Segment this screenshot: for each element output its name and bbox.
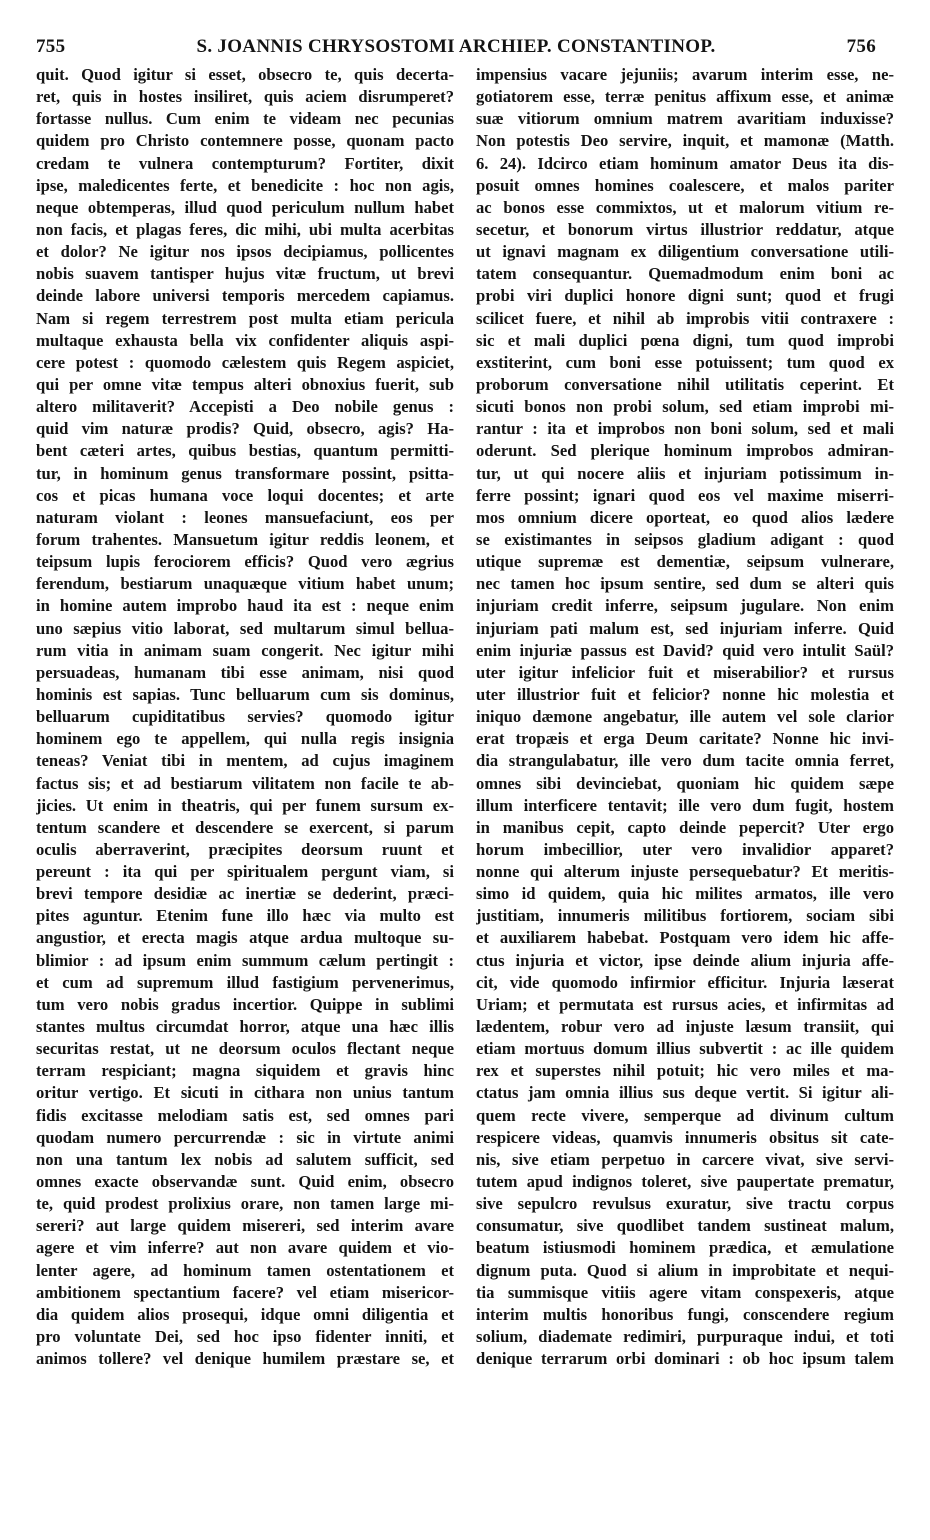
text-line: oculis aberraverint, præcipites deorsum ruunt et [36, 839, 454, 859]
text-line: tia summisque vitiis agere vitam conspexeris, atque [476, 1282, 894, 1302]
text-line: uter illustrior fuit et felicior? nonne hic molestia et [476, 684, 894, 704]
text-line: illum interficere tentavit; ille vero dum fugit, hostem [476, 795, 894, 815]
text-line: probi viri duplici honore digni sunt; quod et frugi [476, 286, 894, 306]
text-line: hominis est sapias. Tunc belluarum cum sis dominus, [36, 684, 454, 704]
text-line: agere et vim inferre? aut non avare quidem et vio- [36, 1238, 454, 1258]
text-line: deinde labore universi temporis mercedem capiamus. [36, 286, 454, 306]
text-line: tentum scandere et descendere se exercent, si parum [36, 817, 454, 837]
page-number-left: 755 [36, 36, 66, 57]
text-line: solium, diademate redimiri, purpuraque indui, et toti [476, 1327, 894, 1347]
text-line: uter igitur infelicior fuit et miserabilior? et rursus [476, 662, 894, 682]
text-line: blimior : ad ipsum enim summum cælum pertingit : [36, 950, 454, 970]
text-line: iniquo dæmone angebatur, ille autem vel sole clarior [476, 707, 894, 727]
text-line: nis, sive etiam perpetuo in carcere vivat, sive servi- [476, 1149, 894, 1169]
running-header [36, 36, 876, 62]
text-line: neque obtemperas, illud quod periculum nullum habet [36, 197, 454, 217]
text-line: respicere videas, quamvis innumeris obsitus sit cate- [476, 1127, 894, 1147]
text-line: impensius vacare jejuniis; avarum interim esse, ne- [476, 65, 894, 84]
text-line: denique terrarum orbi dominari : ob hoc ipsum talem [476, 1349, 894, 1369]
text-line: et dolor? Ne igitur nos ipsos decipiamus, pollicentes [36, 242, 454, 262]
text-line: qui per omne vitæ tempus alteri obnoxius fuerit, sub [36, 374, 454, 394]
text-line: persuadeas, humanam tibi esse animam, nisi quod [36, 662, 454, 682]
text-line: credam te vulnera contempturum? Fortiter, dixit [36, 153, 454, 173]
text-line: te, quid prodest prolixius orare, non tamen large mi- [36, 1194, 454, 1214]
text-line: forum trahentes. Mansuetum igitur reddis leonem, et [36, 529, 454, 549]
text-line: injuriam credit inferre, seipsum jugulare. Non enim [476, 596, 894, 616]
text-line: tum vero nobis gradus incertior. Quippe in sublimi [36, 994, 454, 1014]
left-text-column [36, 64, 454, 1370]
text-line: sereri? aut large quidem misereri, sed interim avare [36, 1216, 454, 1236]
text-line: uno sæpius vitio laborat, sed multarum simul bellua- [36, 618, 454, 638]
text-line: quidem pro Christo contemnere posse, quonam pacto [36, 131, 454, 151]
text-line: nonne qui alterum injuste persequebatur? Et meritis- [476, 862, 894, 882]
text-line: tatem consequantur. Quemadmodum enim boni ac [476, 264, 894, 284]
text-line: dia strangulabatur, ille vero dum tacite omnia ferret, [476, 751, 894, 771]
text-line: rantur : ita et improbos non boni solum, sed et mali [476, 419, 894, 439]
text-line: ferendum, bestiarum unaquæque vitium habet unum; [36, 574, 454, 594]
text-line: quid vim naturæ prodis? Quid, obsecro, agis? Ha- [36, 419, 454, 439]
text-line: pites aguntur. Etenim fune illo hæc via multo est [36, 906, 454, 926]
text-line: fortasse nullus. Cum enim te videam nec pecunias [36, 109, 454, 129]
text-line: ctus injuria et victor, ipse deinde alium injuria affe- [476, 950, 894, 970]
text-line: bent cæteri artes, quibus bestias, quantum permitti- [36, 441, 454, 461]
text-line: exstiterint, cum boni esse potuissent; tum quod ex [476, 352, 894, 372]
text-line: pro voluntate Dei, sed hoc ipso fidenter inniti, et [36, 1327, 454, 1347]
text-line: cos et picas humana voce loqui docentes; et arte [36, 485, 454, 505]
text-line: consumatur, sive quodlibet tandem sustineat malum, [476, 1216, 894, 1236]
text-line: rum vitia in animam suam congerit. Nec igitur mihi [36, 640, 454, 660]
text-line: hominem ego te appellem, qui nulla regis insignia [36, 729, 454, 749]
text-line: scilicet fuere, et nihil ab improbis vitii contraxere : [476, 308, 894, 328]
text-line: beatum istiusmodi hominem prædica, et æmulatione [476, 1238, 894, 1258]
text-line: utique supremæ est dementiæ, seipsum vulnerare, [476, 552, 894, 572]
text-line: suæ vitiorum omnium matrem avaritiam induxisse? [476, 109, 894, 129]
text-line: nobis suavem tantisper hujus vitæ fructum, ut brevi [36, 264, 454, 284]
text-line: et cum ad supremum illud fastigium pervenerimus, [36, 972, 454, 992]
text-line: ipse, maledicentes ferte, et benedicite : hoc non agis, [36, 175, 454, 195]
text-line: tur, in hominum genus transformare possint, psitta- [36, 463, 454, 483]
text-line: nec tamen hoc ipsum sentire, sed dum se alteri quis [476, 574, 894, 594]
text-line: lenter agere, ad hominum tamen ostentationem et [36, 1260, 454, 1280]
text-line: enim injuriæ passus est David? quid vero intulit Saül? [476, 640, 894, 660]
text-line: Uriam; et permutata est rursus acies, et infirmitas ad [476, 994, 894, 1014]
text-line: secetur, et bonorum virtus illustrior reddatur, atque [476, 219, 894, 239]
text-line: naturam violant : leones mansuefaciunt, eos per [36, 507, 454, 527]
text-line: tur, ut qui nocere aliis et injuriam potissimum in- [476, 463, 894, 483]
text-line: cit, vide quomodo infirmior efficitur. Injuria læserat [476, 972, 894, 992]
text-line: belluarum cupiditatibus servies? quomodo igitur [36, 707, 454, 727]
text-line: ut ignavi magnam ex diligentium conversatione utili- [476, 242, 894, 262]
text-line: non una tantum lex nobis ad salutem sufficit, sed [36, 1149, 454, 1169]
text-line: Non potestis Deo servire, inquit, et mamonæ (Matth. [476, 131, 894, 151]
text-line: interim multis honoribus fungi, conscendere regium [476, 1304, 894, 1324]
text-line: sicuti bonos non probi solum, sed etiam improbi mi- [476, 397, 894, 417]
text-line: multaque exhausta bella vix confidenter aliquis aspi- [36, 330, 454, 350]
text-line: 6. 24). Idcirco etiam hominum amator Deus ita dis- [476, 153, 894, 173]
text-line: et auxiliarem habebat. Postquam vero idem hic affe- [476, 928, 894, 948]
text-line: ret, quis in hostes insiliret, quis aciem disrumperet? [36, 87, 454, 107]
text-line: justitiam, innumeris militibus fortiorem, sociam sibi [476, 906, 894, 926]
text-line: etiam mortuus domum illius subvertit : ac ille quidem [476, 1039, 894, 1059]
text-line: altero militaverit? Accepisti a Deo nobile genus : [36, 397, 454, 417]
text-line: omnes sibi devinciebat, quoniam hic quidem sæpe [476, 773, 894, 793]
text-line: erat tropæis et erga Deum caritate? Nonne hic invi- [476, 729, 894, 749]
text-line: sive sepulcro revulsus exuratur, sive tractu corpus [476, 1194, 894, 1214]
text-line: pereunt : ita qui per spiritualem pergunt viam, si [36, 862, 454, 882]
text-line: simo id quidem, quia hic milites armatos, ille vero [476, 884, 894, 904]
text-line: oderunt. Sed plerique hominum improbos admiran- [476, 441, 894, 461]
text-line: angustior, et erecta magis atque ardua multoque su- [36, 928, 454, 948]
text-line: stantes multus circumdat horror, atque una hæc illis [36, 1017, 454, 1037]
text-line: jicies. Ut enim in theatris, qui per funem sursum ex- [36, 795, 454, 815]
text-line: non facis, et plagas feres, dic mihi, ubi multa acerbitas [36, 219, 454, 239]
text-line: dia quidem alios prosequi, idque omni diligentia et [36, 1304, 454, 1324]
text-line: quodam numero percurrendæ : sic in virtute animi [36, 1127, 454, 1147]
text-line: animos tollere? vel denique humilem præstare se, et [36, 1349, 454, 1369]
text-line: Nam si regem terrestrem post multa etiam pericula [36, 308, 454, 328]
text-line: quit. Quod igitur si esset, obsecro te, quis decerta- [36, 65, 454, 84]
text-line: cere potest : quomodo cælestem quis Regem aspiciet, [36, 352, 454, 372]
text-line: ac bonos esse commixtos, ut et malorum vitium re- [476, 197, 894, 217]
running-title: S. JOANNIS CHRYSOSTOMI ARCHIEP. CONSTANTINOP. [196, 36, 716, 57]
text-line: in manibus cepit, capto deinde pepercit? Uter ergo [476, 817, 894, 837]
text-line: posuit omnes homines coalescere, et malos pariter [476, 175, 894, 195]
text-line: lædentem, robur vero ad injuste læsum transiit, qui [476, 1017, 894, 1037]
text-line: teneas? Veniat tibi in mentem, ad cujus imaginem [36, 751, 454, 771]
text-line: sic et mali duplici pœna digni, tum quod improbi [476, 330, 894, 350]
text-line: dignum puta. Quod si alium in improbitate et nequi- [476, 1260, 894, 1280]
text-line: oritur vertigo. Et sicuti in cithara non unius tantum [36, 1083, 454, 1103]
text-line: teipsum lupis ferociorem efficis? Quod vero ægrius [36, 552, 454, 572]
text-line: brevi tempore desidiæ ac inertiæ se dederint, præci- [36, 884, 454, 904]
text-line: se existimantes in seipsos gladium adigant : quod [476, 529, 894, 549]
right-text-column [476, 64, 894, 1370]
text-line: horum imbecillior, uter vero invalidior apparet? [476, 839, 894, 859]
text-line: quem recte vivere, semperque ad divinum cultum [476, 1105, 894, 1125]
page-number-right: 756 [846, 36, 876, 57]
text-line: factus sis; et ad bestiarum vilitatem non facile te ab- [36, 773, 454, 793]
text-line: rex et superstes nihil potuit; hic vero miles et ma- [476, 1061, 894, 1081]
text-line: mos omnium dicere oporteat, eo quod alios lædere [476, 507, 894, 527]
text-line: proborum conversatione nihil utilitatis ceperint. Et [476, 374, 894, 394]
text-line: terram respiciant; magna siquidem et gravis hinc [36, 1061, 454, 1081]
text-line: in homine autem improbo haud ita est : neque enim [36, 596, 454, 616]
text-line: fidis excitasse melodiam satis est, sed omnes pari [36, 1105, 454, 1125]
text-line: omnes exacte observandæ sunt. Quid enim, obsecro [36, 1172, 454, 1192]
text-line: ctatus jam omnia illius sus deque vertit. Si igitur ali- [476, 1083, 894, 1103]
text-line: ferre possint; ignari quod eos vel maxime miserri- [476, 485, 894, 505]
text-line: ambitionem spectantium facere? vel etiam misericor- [36, 1282, 454, 1302]
text-line: gotiatorem esse, terræ penitus affixum esse, et animæ [476, 87, 894, 107]
text-line: injuriam pati malum est, sed injuriam inferre. Quid [476, 618, 894, 638]
text-line: tutem apud indignos toleret, sive paupertate prematur, [476, 1172, 894, 1192]
text-line: securitas restat, ut ne deorsum oculos flectant neque [36, 1039, 454, 1059]
